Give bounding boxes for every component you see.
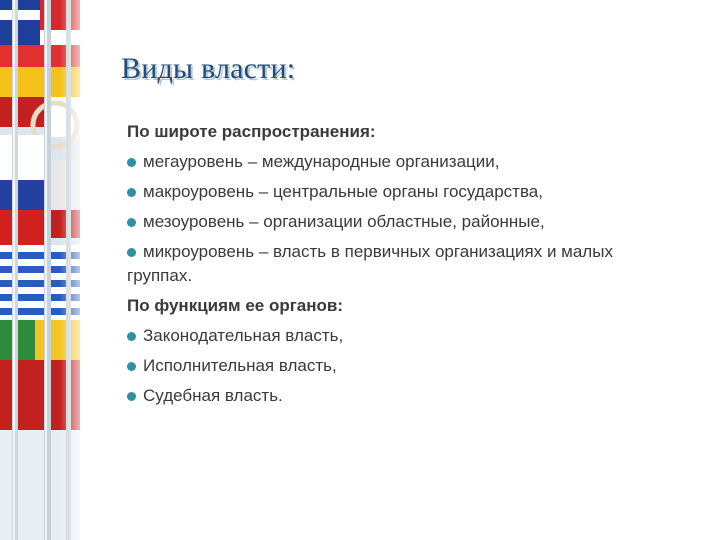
flags-fade <box>60 0 90 540</box>
bullet-item-judicial <box>127 384 647 408</box>
bullet-text: мезоуровень – организации областные, районные, <box>143 212 545 231</box>
bullet-icon <box>127 362 136 371</box>
section-heading-functions: По функциям ее органов: <box>127 296 344 315</box>
bullet-icon <box>127 188 136 197</box>
bullet-text: Судебная власть. <box>143 386 283 405</box>
bullet-icon <box>127 158 136 167</box>
bullet-icon <box>127 332 136 341</box>
slide-title: Виды власти: <box>121 52 296 85</box>
bullet-text: микроуровень – власть в первичных организациях и малых группах. <box>127 242 613 285</box>
bullet-icon <box>127 392 136 401</box>
bullet-item-mega <box>127 150 647 174</box>
bullet-item-meso <box>127 210 647 234</box>
bullet-text: Исполнительная власть, <box>143 356 337 375</box>
slide-content <box>127 120 647 414</box>
bullet-text: макроуровень – центральные органы государства, <box>143 182 543 201</box>
bullet-item-executive <box>127 354 647 378</box>
bullet-icon <box>127 248 136 257</box>
bullet-icon <box>127 218 136 227</box>
bullet-item-macro <box>127 180 647 204</box>
bullet-item-legislative <box>127 324 647 348</box>
bullet-item-micro <box>127 240 647 288</box>
bullet-text: мегауровень – международные организации, <box>143 152 500 171</box>
section-heading-scope: По широте распространения: <box>127 122 376 141</box>
bullet-text: Законодательная власть, <box>143 326 344 345</box>
